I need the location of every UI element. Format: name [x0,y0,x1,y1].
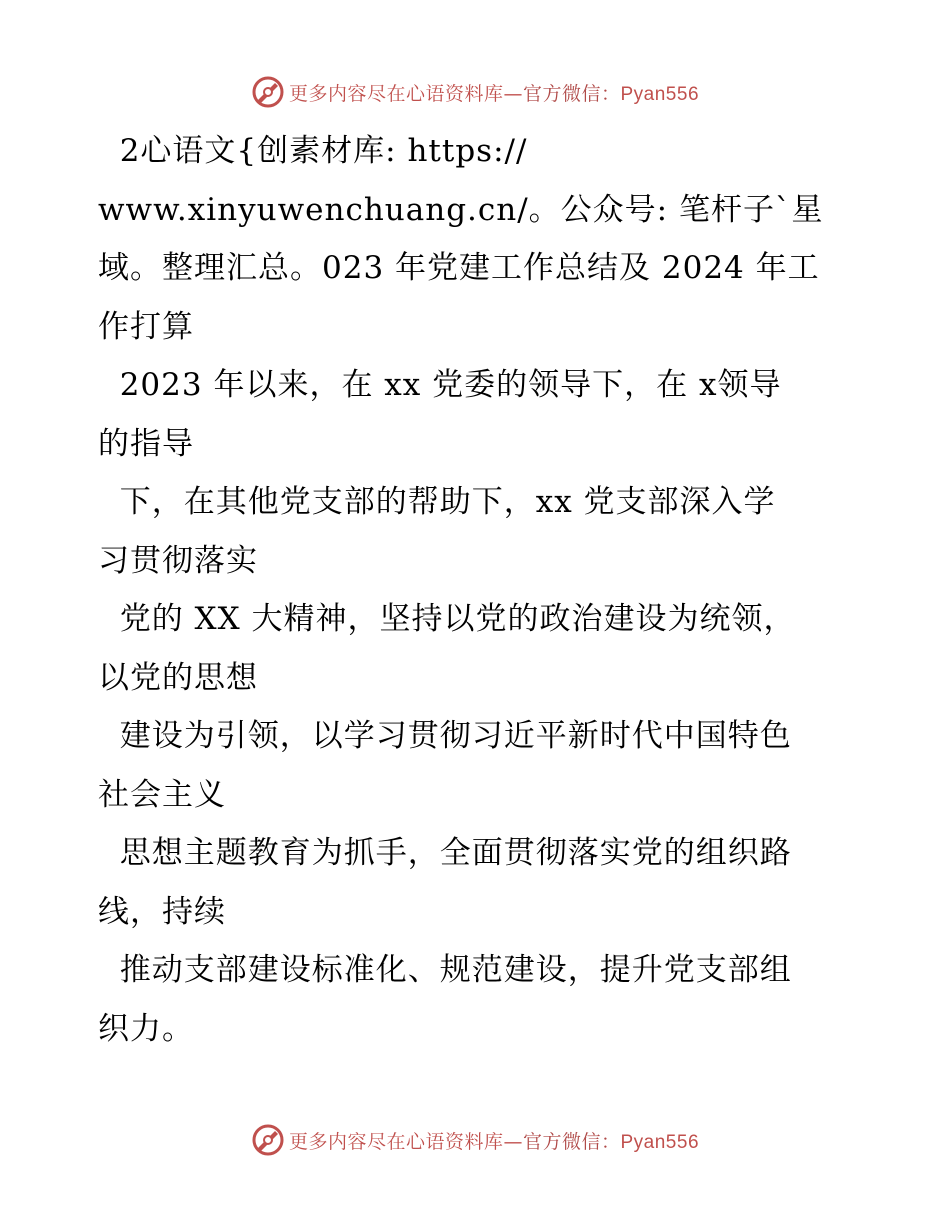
body-line: 思想主题教育为抓手，全面贯彻落实党的组织路 [98,835,792,871]
body-line: www.xinyuwenchuang.cn/。公众号: 笔杆子`星 [98,191,824,228]
pen-logo-icon [251,75,285,109]
banner-wechat-id: Pyan556 [620,83,700,105]
banner-text [289,1127,699,1154]
banner-wechat-id: Pyan556 [620,1131,700,1153]
footer-banner [0,1120,950,1160]
body-line: 线，持续 [98,893,226,930]
body-line: 推动支部建设标准化、规范建设，提升党支部组 [98,952,792,988]
body-line: 2心语文{创素材库: https:// [98,133,528,169]
document-body [98,122,858,1058]
body-line: 的指导 [98,425,194,462]
body-line: 建设为引领，以学习贯彻习近平新时代中国特色 [98,718,792,754]
body-line: 下，在其他党支部的帮助下，xx 党支部深入学 [98,484,776,520]
body-line: 织力。 [98,1010,194,1047]
body-line: 党的 XX 大精神，坚持以党的政治建设为统领， [98,601,796,637]
banner-text [289,79,699,106]
body-line: 作打算 [98,308,194,345]
banner-main: 更多内容尽在心语资料库— [288,1130,523,1153]
body-line: 域。整理汇总。023 年党建工作总结及 2024 年工 [98,250,820,286]
pen-logo-icon [251,1123,285,1157]
banner-wechat-label: 官方微信： [522,1130,621,1153]
body-line: 2023 年以来，在 xx 党委的领导下，在 x领导 [98,367,782,403]
banner-main: 更多内容尽在心语资料库— [288,82,523,105]
body-line: 习贯彻落实 [98,542,258,579]
banner-wechat-label: 官方微信： [522,82,621,105]
header-banner [0,72,950,112]
body-line: 社会主义 [98,776,226,813]
body-line: 以党的思想 [98,659,258,696]
